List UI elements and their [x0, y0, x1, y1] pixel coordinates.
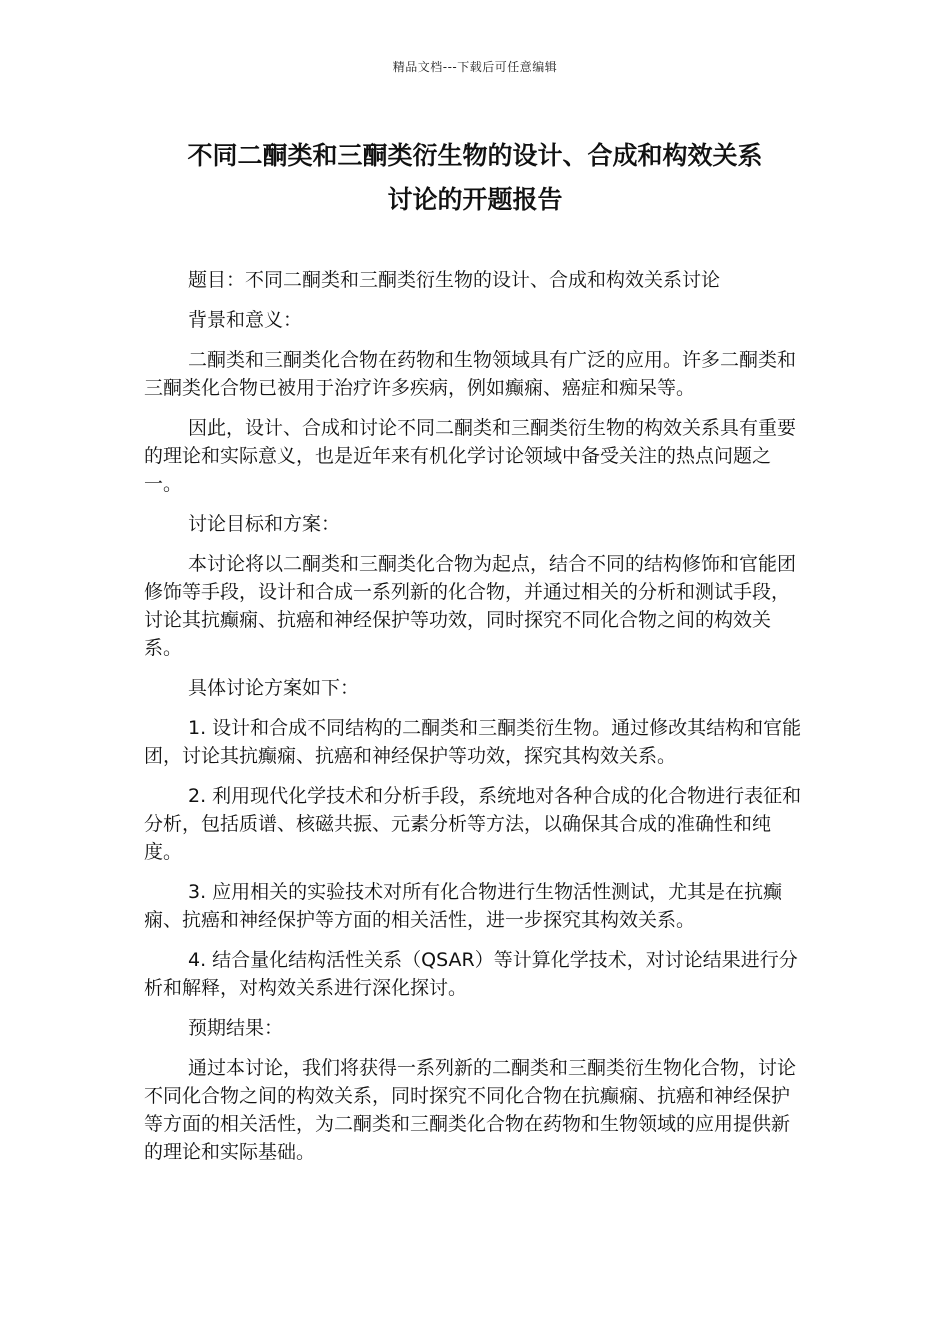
section-heading-background: 背景和意义： — [188, 309, 303, 331]
document-body — [144, 266, 804, 1178]
background-paragraph-2: 因此，设计、合成和讨论不同二酮类和三酮类衍生物的构效关系具有重要的理论和实际意义，也是近年来有机化学讨论领域中备受关注的热点问题之一。 — [144, 417, 797, 495]
header-note: 精品文档---下载后可任意编辑 — [392, 60, 558, 74]
topic-paragraph: 题目：不同二酮类和三酮类衍生物的设计、合成和构效关系讨论 — [188, 269, 721, 291]
section-heading-goals: 讨论目标和方案： — [188, 513, 341, 535]
background-paragraph-1: 二酮类和三酮类化合物在药物和生物领域具有广泛的应用。许多二酮类和三酮类化合物已被用于治疗许多疾病，例如癫痫、癌症和痴呆等。 — [144, 349, 797, 399]
plan-item-3: 3. 应用相关的实验技术对所有化合物进行生物活性测试，尤其是在抗癫痫、抗癌和神经保护等方面的相关活性，进一步探究其构效关系。 — [144, 881, 783, 931]
plan-item-4: 4. 结合量化结构活性关系（QSAR）等计算化学技术，对讨论结果进行分析和解释，对构效关系进行深化探讨。 — [144, 949, 798, 999]
section-heading-expected: 预期结果： — [188, 1017, 284, 1039]
plan-item-2: 2. 利用现代化学技术和分析手段，系统地对各种合成的化合物进行表征和分析，包括质谱、核磁共振、元素分析等方法，以确保其合成的准确性和纯度。 — [144, 785, 802, 863]
plan-item-1: 1. 设计和合成不同结构的二酮类和三酮类衍生物。通过修改其结构和官能团，讨论其抗癫痫、抗癌和神经保护等功效，探究其构效关系。 — [144, 717, 802, 767]
title-line-2: 讨论的开题报告 — [387, 185, 563, 214]
title-line-1: 不同二酮类和三酮类衍生物的设计、合成和构效关系 — [187, 141, 763, 170]
goals-paragraph: 本讨论将以二酮类和三酮类化合物为起点，结合不同的结构修饰和官能团修饰等手段，设计和合成一系列新的化合物，并通过相关的分析和测试手段，讨论其抗癫痫、抗癌和神经保护等功效，同时探究不同化合物之间的构效关系。 — [144, 553, 797, 659]
section-heading-plan: 具体讨论方案如下： — [188, 677, 360, 699]
document-title — [120, 134, 830, 222]
expected-paragraph: 通过本讨论，我们将获得一系列新的二酮类和三酮类衍生物化合物，讨论不同化合物之间的构效关系，同时探究不同化合物在抗癫痫、抗癌和神经保护等方面的相关活性，为二酮类和三酮类化合物在药物和生物领域的应用提供新的理论和实际基础。 — [144, 1057, 797, 1163]
